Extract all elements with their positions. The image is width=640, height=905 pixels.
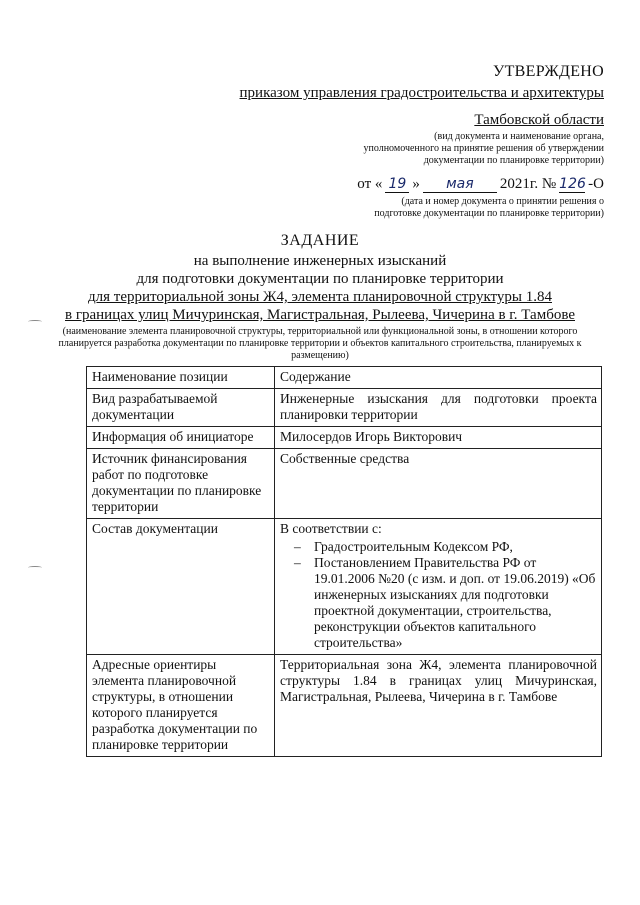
date-note-line: подготовке документации по планировке территории) (374, 208, 604, 219)
table-row (87, 449, 602, 519)
approval-block (240, 63, 604, 167)
list-item: – Постановлением Правительства РФ от 19.01.2006 №20 (с изм. и доп. от 19.06.2019) «Об инженерных изысканиях для подготовки проектной документации, строительства, реконструкции объектов капитального строительства» (280, 555, 597, 651)
position-value: Инженерные изыскания для подготовки проекта планировки территории (275, 389, 602, 427)
position-value (275, 519, 602, 655)
composition-intro: В соответствии с: (280, 521, 382, 536)
position-name: Адресные ориентиры элемента планировочной структуры, в отношении которого планируется разработка документации по планировке территории (87, 655, 275, 757)
composition-list (280, 539, 597, 651)
task-purpose: для подготовки документации по планировке территории (136, 271, 504, 287)
table-row (87, 519, 602, 655)
date-day: 19 (385, 176, 409, 193)
table-row (87, 655, 602, 757)
date-year: 2021г. № (499, 176, 557, 192)
approval-note (240, 131, 604, 167)
approval-title: УТВЕРЖДЕНО (492, 63, 604, 80)
approval-authority: приказом управления градостроительства и архитектуры (239, 85, 604, 101)
document-number-suffix: -О (588, 176, 604, 192)
list-item: – Градостроительным Кодексом РФ, (280, 539, 597, 555)
position-value: Собственные средства (275, 449, 602, 519)
task-boundaries: в границах улиц Мичуринская, Магистральная, Рылеева, Чичерина в г. Тамбове (65, 307, 575, 323)
table-row (87, 427, 602, 449)
task-title: ЗАДАНИЕ (280, 232, 360, 249)
date-note (374, 196, 604, 220)
approval-region: Тамбовской области (474, 112, 604, 128)
position-value: Территориальная зона Ж4, элемента планировочной структуры 1.84 в границах улиц Мичуринская, Магистральная, Рылеева, Чичерина в г. Тамбове (275, 655, 602, 757)
document-number: 126 (559, 176, 586, 192)
task-zone: для территориальной зоны Ж4, элемента планировочной структуры 1.84 (88, 289, 552, 305)
approval-note-line: уполномоченного на принятие решения об утверждении (363, 143, 604, 154)
table-row (87, 389, 602, 427)
header-cell: Содержание (275, 367, 602, 389)
date-prefix: от « (357, 176, 383, 192)
position-name: Источник финансирования работ по подготовке документации по планировке территории (87, 449, 275, 519)
task-block (30, 232, 610, 362)
margin-mark (28, 320, 42, 323)
task-note: (наименование элемента планировочной структуры, территориальной или функциональной зоны, в отношении которого планируется разработка документации по планировке территории и объектов капитального строительства, планируемых к размещению) (58, 326, 582, 361)
task-subtitle: на выполнение инженерных изысканий (193, 253, 447, 269)
header-cell: Наименование позиции (87, 367, 275, 389)
date-month: мая (423, 176, 497, 193)
specification-table (86, 366, 602, 757)
date-close: » (412, 176, 420, 192)
position-name: Состав документации (87, 519, 275, 655)
margin-mark (28, 566, 42, 569)
approval-note-line: (вид документа и наименование органа, (434, 131, 604, 142)
position-name: Информация об инициаторе (87, 427, 275, 449)
date-note-line: (дата и номер документа о принятии решения о (401, 196, 604, 207)
approval-date-line (357, 176, 604, 193)
approval-note-line: документации по планировке территории) (423, 155, 604, 166)
position-name: Вид разрабатываемой документации (87, 389, 275, 427)
position-value: Милосердов Игорь Викторович (275, 427, 602, 449)
table-header-row (87, 367, 602, 389)
